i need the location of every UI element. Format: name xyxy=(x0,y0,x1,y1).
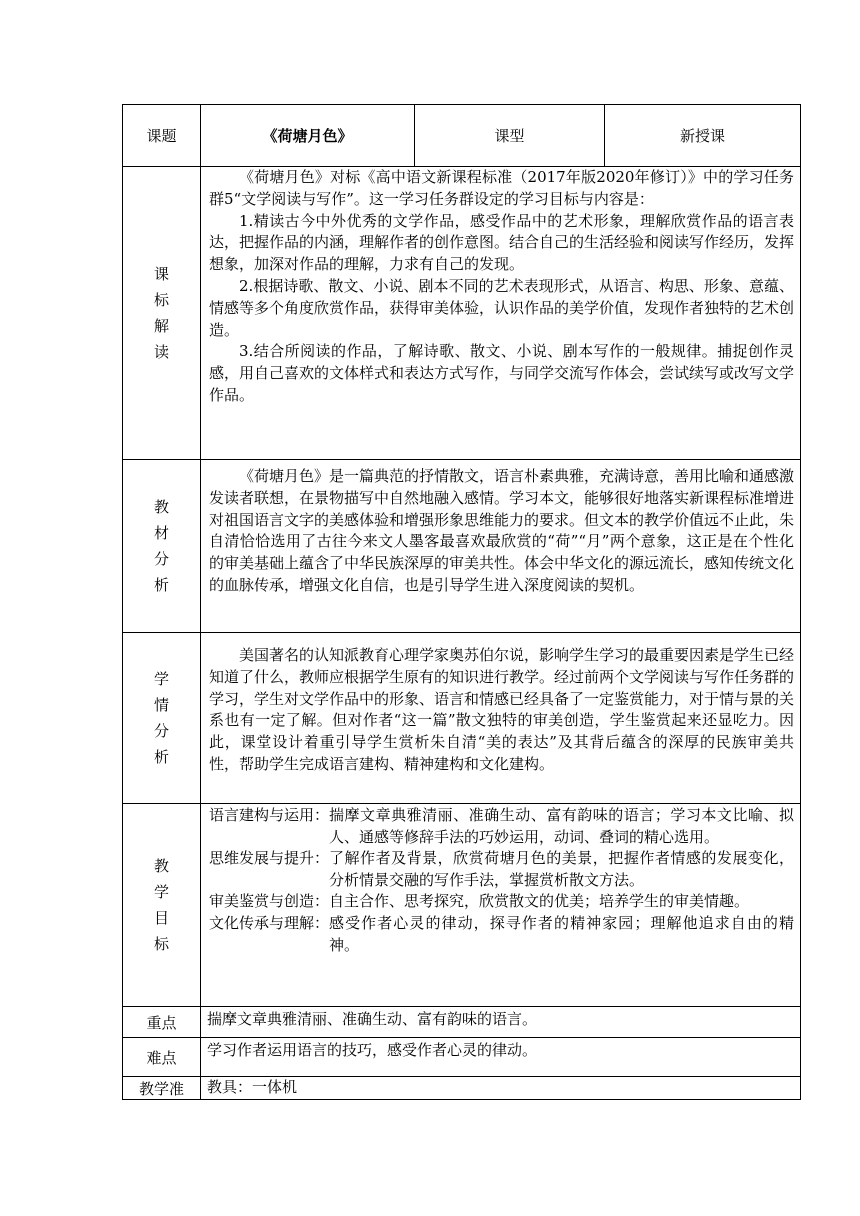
students-label: 学 情 分 析 xyxy=(123,633,201,804)
goal-item xyxy=(209,891,794,913)
goal-key: 语言建构与运用： xyxy=(209,806,330,824)
lesson-plan-table xyxy=(122,104,801,1100)
topic-value: 《荷塘月色》 xyxy=(201,105,415,167)
goal-item xyxy=(209,805,794,848)
difficulty-value: 学习作者运用语言的技巧，感受作者心灵的律动。 xyxy=(201,1038,801,1077)
goal-item xyxy=(209,848,794,891)
students-row xyxy=(123,633,801,804)
preparation-label: 教学准 xyxy=(123,1077,201,1100)
curriculum-paragraph: 3.结合所阅读的作品，了解诗歌、散文、小说、剧本写作的一般规律。捕捉创作灵感，用自己喜欢的文体样式和表达方式写作，与同学交流写作体会，尝试续写或改写文学作品。 xyxy=(209,342,795,404)
curriculum-paragraph: 《荷塘月色》对标《高中语文新课程标准（2017年版2020年修订）》中的学习任务群5“文学阅读与写作”。这一学习任务群设定的学习目标与内容是： xyxy=(209,168,794,208)
key-point-row xyxy=(123,1007,801,1038)
preparation-row xyxy=(123,1077,801,1100)
goal-key: 思维发展与提升： xyxy=(209,849,330,868)
textbook-content xyxy=(201,460,801,633)
goal-value: 揣摩文章典雅清丽、准确生动、富有韵味的语言；学习本文比喻、拟人、通感等修辞手法的巧妙运用，动词、叠词的精心选用。 xyxy=(329,806,794,846)
goal-value: 感受作者心灵的律动，探寻作者的精神家园；理解他追求自由的精神。 xyxy=(329,913,794,954)
goal-key: 审美鉴赏与创造： xyxy=(209,892,330,911)
difficulty-row xyxy=(123,1038,801,1077)
goals-content xyxy=(201,804,801,1007)
goal-value: 自主合作、思考探究，欣赏散文的优美；培养学生的审美情趣。 xyxy=(329,892,750,911)
preparation-value: 教具：一体机 xyxy=(201,1077,801,1100)
students-content xyxy=(201,633,801,804)
curriculum-label: 课 标 解 读 xyxy=(123,167,201,460)
textbook-label: 教 材 分 析 xyxy=(123,460,201,633)
goals-label: 教 学 目 标 xyxy=(123,804,201,1007)
curriculum-row xyxy=(123,167,801,460)
curriculum-paragraph: 1.精读古今中外优秀的文学作品，感受作品中的艺术形象，理解欣赏作品的语言表达，把握作品的内涵，理解作者的创作意图。结合自己的生活经验和阅读写作经历，发挥想象，加深对作品的理解，力求有自己的发现。 xyxy=(209,211,795,274)
textbook-paragraph: 《荷塘月色》是一篇典范的抒情散文，语言朴素典雅，充满诗意，善用比喻和通感激发读者联想，在景物描写中自然地融入感情。学习本文，能够很好地落实新课程标准增进对祖国语言文字的美感体验和增强形象思维能力的要求。但文本的教学价值远不止此，朱自清恰恰选用了古往今来文人墨客最喜欢最欣赏的“荷”“月”两个意象，这正是在个性化的审美基础上蕴含了中华民族深厚的审美共性。体会中华文化的源远流长，感知传统文化的血脉传承，增强文化自信，也是引导学生进入深度阅读的契机。 xyxy=(209,467,795,594)
topic-label: 课题 xyxy=(123,105,201,167)
students-paragraph: 美国著名的认知派教育心理学家奥苏伯尔说，影响学生学习的最重要因素是学生已经知道了什么，教师应根据学生原有的知识进行教学。经过前两个文学阅读与写作任务群的学习，学生对文学作品中的形象、语言和情感已经具备了一定鉴赏能力，对于情与景的关系也有一定了解。但对作者“这一篇”散文独特的审美创造，学生鉴赏起来还显吃力。因此，课堂设计着重引导学生赏析朱自清“美的表达”及其背后蕴含的深厚的民族审美共性，帮助学生完成语言建构、精神建构和文化建构。 xyxy=(209,646,795,773)
header-row xyxy=(123,105,801,167)
curriculum-paragraph: 2.根据诗歌、散文、小说、剧本不同的艺术表现形式，从语言、构思、形象、意蕴、情感等多个角度欣赏作品，获得审美体验，认识作品的美学价值，发现作者独特的艺术创造。 xyxy=(209,276,795,339)
key-point-value: 揣摩文章典雅清丽、准确生动、富有韵味的语言。 xyxy=(201,1007,801,1038)
goal-key: 文化传承与理解： xyxy=(209,913,330,932)
type-label: 课型 xyxy=(415,105,605,167)
goals-row xyxy=(123,804,801,1007)
textbook-row xyxy=(123,460,801,633)
goal-value: 了解作者及背景，欣赏荷塘月色的美景，把握作者情感的发展变化，分析情景交融的写作手法，掌握赏析散文方法。 xyxy=(329,849,794,889)
curriculum-content xyxy=(201,167,801,460)
difficulty-label: 难点 xyxy=(123,1038,201,1077)
type-value: 新授课 xyxy=(605,105,801,167)
key-point-label: 重点 xyxy=(123,1007,201,1038)
goal-item xyxy=(209,913,794,956)
